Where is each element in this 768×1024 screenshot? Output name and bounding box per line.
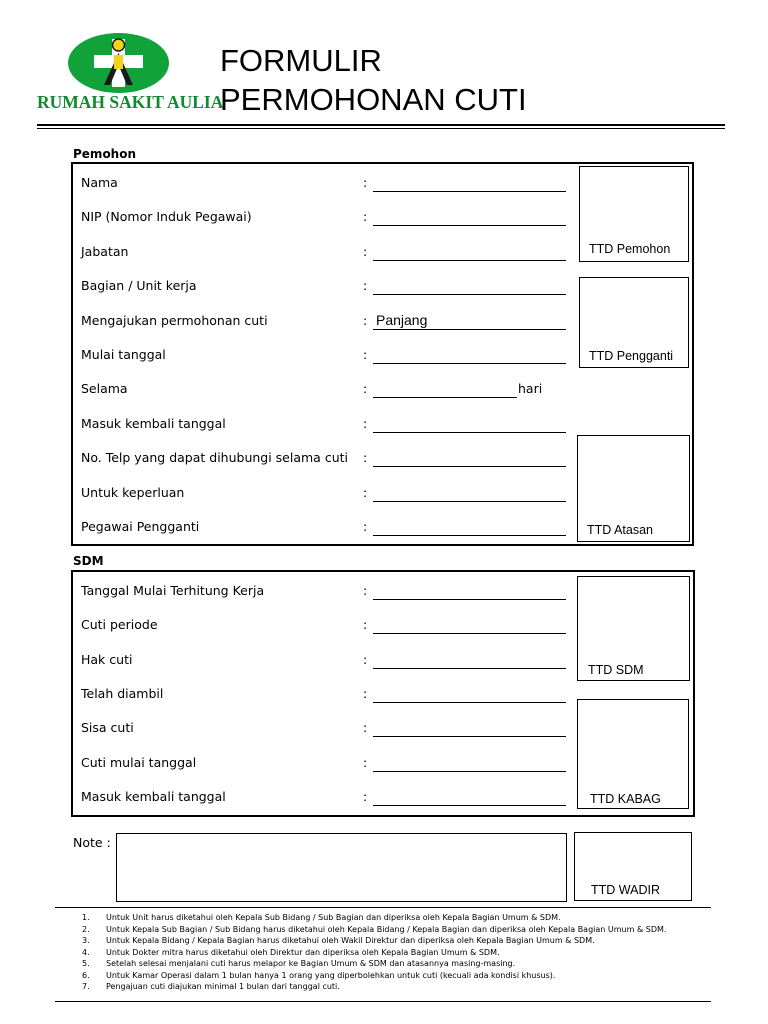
field-colon: :	[363, 347, 368, 362]
field-colon: :	[363, 685, 368, 701]
footnote-item	[82, 970, 666, 982]
field-label: Cuti periode	[81, 617, 158, 633]
field-label: Mengajukan permohonan cuti	[81, 312, 268, 328]
field-label: Telah diambil	[81, 685, 164, 701]
field-label: Cuti mulai tanggal	[81, 754, 197, 770]
field-input-line[interactable]	[373, 397, 517, 398]
footnote-number: 5.	[82, 959, 90, 968]
field-label: Pegawai Pengganti	[81, 519, 200, 534]
footnote-number: 3.	[82, 936, 90, 945]
field-colon: :	[363, 175, 368, 190]
signature-label: TTD SDM	[588, 663, 644, 677]
field-label: Masuk kembali tanggal	[81, 415, 226, 431]
field-colon: :	[363, 278, 368, 294]
field-input-line[interactable]	[373, 535, 566, 536]
field-label: Selama	[81, 381, 128, 397]
field-label: Mulai tanggal	[81, 347, 166, 362]
field-input-line[interactable]	[373, 501, 566, 502]
field-colon: :	[363, 312, 368, 328]
field-colon: :	[363, 243, 368, 259]
field-input-line[interactable]	[373, 633, 566, 634]
field-colon: :	[363, 788, 368, 804]
section-label-sdm: SDM	[73, 554, 104, 568]
footnote-rule-bottom	[55, 1001, 711, 1002]
signature-box-pemohon[interactable]	[579, 166, 689, 262]
field-input-line[interactable]	[373, 260, 566, 261]
footnote-text: Untuk Unit harus diketahui oleh Kepala Sub Bidang / Sub Bagian dan diperiksa oleh Kepala Bagian Umum & SDM.	[106, 913, 561, 922]
footnote-number: 6.	[82, 970, 90, 980]
field-colon: :	[363, 754, 368, 770]
field-label: Hak cuti	[81, 651, 133, 667]
field-input-line[interactable]	[373, 599, 566, 600]
field-label: Nama	[81, 175, 118, 190]
field-label: No. Telp yang dapat dihubungi selama cuti	[81, 450, 348, 466]
footnote-text: Pengajuan cuti diajukan minimal 1 bulan dari tanggal cuti.	[106, 982, 340, 991]
signature-label: TTD Atasan	[587, 523, 653, 537]
signature-box-sdm[interactable]	[577, 576, 690, 681]
footnote-text: Untuk Kepala Sub Bagian / Sub Bidang harus diketahui oleh Kepala Bidang / Kepala Bagian dan diperiksa oleh Kepala Bagian Umum & SDM.	[106, 924, 667, 934]
field-input-line[interactable]	[373, 225, 566, 226]
field-input-line[interactable]	[373, 329, 566, 330]
field-label: Sisa cuti	[81, 720, 134, 736]
field-label: NIP (Nomor Induk Pegawai)	[81, 209, 252, 225]
field-label: Tanggal Mulai Terhitung Kerja	[81, 583, 265, 598]
signature-label: TTD WADIR	[591, 883, 660, 897]
section-label-pemohon: Pemohon	[73, 147, 137, 161]
header-rule-thin	[37, 128, 725, 129]
signature-box-wadir[interactable]	[574, 832, 692, 901]
hospital-logo	[68, 33, 169, 93]
field-label: Untuk keperluan	[81, 484, 185, 500]
signature-box-kabag[interactable]	[577, 699, 689, 809]
form-title-line2: PERMOHONAN CUTI	[220, 82, 527, 117]
signature-label: TTD Pemohon	[589, 242, 671, 256]
signature-label: TTD KABAG	[590, 792, 661, 806]
field-input-line[interactable]	[373, 191, 566, 192]
footnote-rule-top	[55, 907, 711, 908]
footnote-text: Setelah selesai menjalani cuti harus melapor ke Bagian Umum & SDM dan atasannya masing-masing.	[106, 959, 516, 968]
field-input-line[interactable]	[373, 466, 566, 467]
footnotes-list	[82, 912, 666, 993]
field-input-line[interactable]	[373, 668, 566, 669]
footnote-number: 2.	[82, 924, 90, 934]
field-colon: :	[363, 617, 368, 633]
footnote-text: Untuk Kamar Operasi dalam 1 bulan hanya 1 orang yang diperbolehkan untuk cuti (kecuali ada kondisi khusus).	[106, 970, 556, 980]
field-input-line[interactable]	[373, 805, 566, 806]
footnote-item	[82, 981, 666, 993]
note-label: Note :	[73, 835, 111, 850]
footnote-number: 4.	[82, 947, 90, 957]
signature-label: TTD Pengganti	[589, 349, 674, 363]
logo-text: RUMAH SAKIT AULIA	[37, 92, 224, 112]
signature-box-pengganti[interactable]	[579, 277, 689, 368]
footnote-item	[82, 958, 666, 970]
field-value[interactable]: Panjang	[376, 311, 428, 328]
field-input-line[interactable]	[373, 294, 566, 295]
footnote-number: 1.	[82, 913, 90, 922]
field-colon: :	[363, 381, 368, 397]
note-field[interactable]	[116, 833, 567, 902]
field-input-line[interactable]	[373, 736, 566, 737]
field-colon: :	[363, 484, 368, 500]
field-input-line[interactable]	[373, 702, 566, 703]
field-suffix: hari	[518, 381, 543, 397]
footnote-item	[82, 912, 666, 924]
footnote-number: 7.	[82, 982, 90, 991]
field-label: Jabatan	[81, 243, 129, 259]
field-input-line[interactable]	[373, 771, 566, 772]
field-input-line[interactable]	[373, 363, 566, 364]
field-colon: :	[363, 415, 368, 431]
field-input-line[interactable]	[373, 432, 566, 433]
footnote-item	[82, 924, 666, 936]
field-colon: :	[363, 720, 368, 736]
field-label: Bagian / Unit kerja	[81, 278, 197, 294]
field-colon: :	[363, 209, 368, 225]
form-title-line1: FORMULIR	[220, 43, 382, 78]
header-rule	[37, 124, 725, 126]
footnote-item	[82, 935, 666, 947]
footnote-text: Untuk Dokter mitra harus diketahui oleh Direktur dan diperiksa oleh Kepala Bagian Umum & SDM.	[106, 947, 500, 957]
field-colon: :	[363, 519, 368, 534]
field-label: Masuk kembali tanggal	[81, 788, 226, 804]
field-colon: :	[363, 651, 368, 667]
signature-box-atasan[interactable]	[577, 435, 690, 542]
field-colon: :	[363, 583, 368, 598]
footnote-text: Untuk Kepala Bidang / Kepala Bagian harus diketahui oleh Wakil Direktur dan diperiksa oleh Kepala Bagian Umum & SDM.	[106, 936, 595, 945]
field-colon: :	[363, 450, 368, 466]
footnote-item	[82, 947, 666, 959]
logo-cross-figure-icon	[68, 33, 169, 93]
